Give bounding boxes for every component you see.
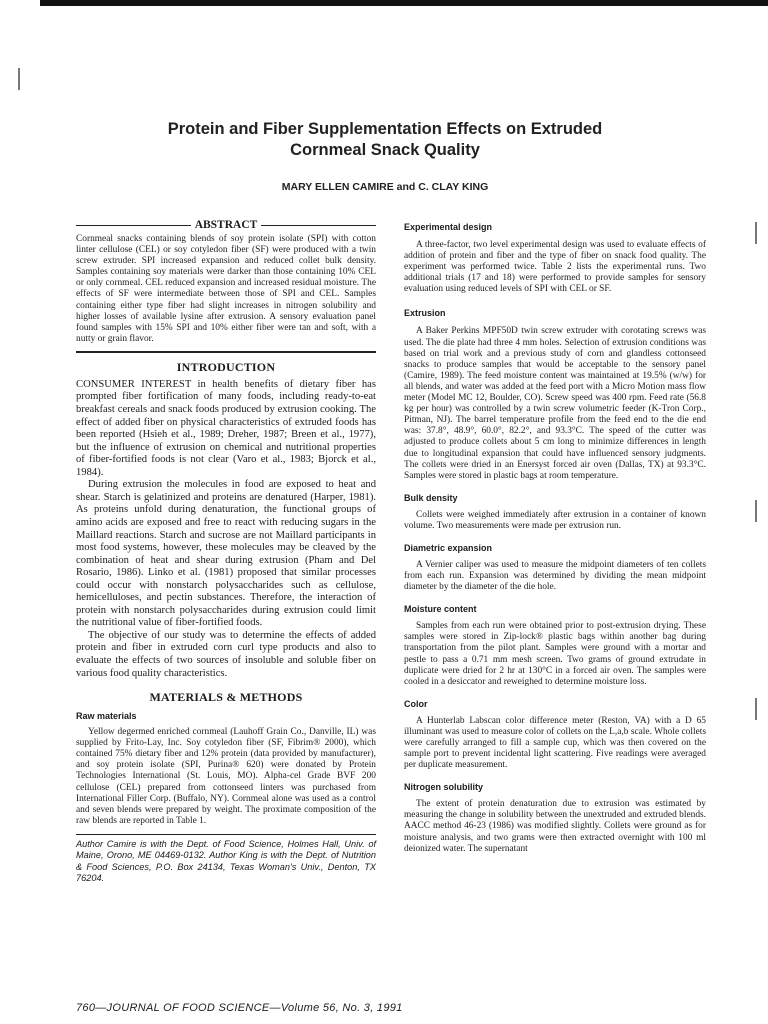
experimental-design-heading: Experimental design [404, 222, 493, 232]
right-edge-mark-2 [755, 500, 757, 522]
nitrogen-solubility-heading: Nitrogen solubility [404, 782, 484, 793]
left-edge-mark [18, 68, 20, 90]
right-column [404, 222, 706, 855]
intro-paragraph-1: CONSUMER INTEREST in health benefits of dietary fiber has prompted fiber fortification of many foods, including ready-to-eat breakfast cereals and snack foods produced by extrusion cooking. The effect of added fiber on physical characteristics of extruded foods has been reported (Hsieh et al., 1989; Dreher, 1987; Breen et al., 1977), but the influence of extrusion on chemical and nutritional properties of fiber-fortified foods is not clear (Varo et al., 1983; Bjorck et al., 1984). [76, 378, 376, 478]
abstract-rule-left [76, 225, 191, 226]
raw-materials-text: Yellow degermed enriched cornmeal (Lauhoff Grain Co., Danville, IL) was supplied by Frito-Lay, Inc. Soy cotyledon fiber (SF, Fibrim® 2000), which contained 75% dietary fiber and 12% protein (data provided by manufacturer), and soy protein isolate (SPI, Purina® 620) were donated by Protein Technologies International (St. Louis, MO). Alpha-cel Grade BVF 200 cellulose (CEL) prepared from cottonseed linters was purchased from International Filler Corp. (Buffalo, NY). Cornmeal alone was used as a control and seven blends were prepared by weight. The proximate composition of the raw blends are reported in Table 1. [76, 727, 376, 826]
right-edge-mark-3 [755, 698, 757, 720]
experimental-design-text: A three-factor, two level experimental design was used to evaluate effects of addition of protein and fiber and the type of fiber on snack food quality. The experiment was performed twice. Table 2 lists the experimental runs. Two additional trials (17 and 18) were performed to provide samples for sensory evaluation using reduced levels of SPI with CEL or SF. [404, 240, 706, 295]
introduction-heading: INTRODUCTION [176, 359, 276, 374]
author-affiliation-footnote: Author Camire is with the Dept. of Food Science, Holmes Hall, Univ. of Maine, Orono, ME 04469-0132. Author King is with the Dept. of Nutrition & Food Sciences, P.O. Box 24134, Texas Woman's Univ., Denton, TX 76204. [76, 838, 376, 884]
extrusion-heading: Extrusion [404, 308, 446, 319]
abstract-rule-right [261, 225, 376, 226]
abstract-heading-label: ABSTRACT [194, 219, 258, 231]
nitrogen-solubility-text: The extent of protein denaturation due to extrusion was estimated by measuring the change in solubility between the unextruded and extruded blends. AACC method 46-23 (1986) was modified slightly. Collets were ground as for moisture analysis, and two grams were then extracted overnight with 100 ml deionized water. The supernatant [404, 799, 706, 854]
abstract-bottom-rule [76, 351, 376, 353]
extrusion-text: A Baker Perkins MPF50D twin screw extruder with corotating screws was used. The die plate had three 4 mm holes. Selection of extrusion conditions was based on trial work and a previous study of corn and glandless cottonseed snacks to produce samples that would be acceptable to the sensory panel (Camire, 1989). The feed moisture content was maintained at 19.5% (w/w) for all blends, and water was added at the feed port with a Micro Motion mass flow meter (Model MC 12, Boulder, CO). Screw speed was 400 rpm. Feed rate (56.8 kg per hour) was controlled by a twin screw volumetric feeder (K-Tron Corp., Pitman, NJ). The barrel temperature profile from the feed end to the die end was: 37.8°, 48.9°, 60.0°, 82.2°, and 93.3°C. The speed of the cutter was adjusted to produce collets about 5 cm long to minimize differences in length due to longitudinal expansion that could have influenced sensory judgments. The collets were dried in an Enersyst forced air oven (Dallas, TX) at 93.3°C. Samples were stored in plastic bags at room temperature. [404, 326, 706, 481]
bulk-density-text: Collets were weighed immediately after extrusion in a container of known volume. Two measurements were made per extrusion run. [404, 509, 706, 531]
right-edge-mark-1 [755, 222, 757, 244]
methods-heading: MATERIALS & METHODS [149, 690, 303, 705]
top-border-bar [40, 0, 768, 6]
color-heading: Color [404, 698, 428, 709]
footnote-rule [76, 834, 376, 835]
color-text: A Hunterlab Labscan color difference meter (Reston, VA) with a D 65 illuminant was used to measure color of collets on the L,a,b scale. Whole collets were carefully arranged to fill a sample cup, which was then covered on the sample port to prevent incidental light scattering. Five readings were averaged per duplicate measurement. [404, 715, 706, 771]
moisture-content-text: Samples from each run were obtained prior to post-extrusion drying. These samples were stored in Zip-lock® plastic bags within another bag during transportation from the pilot plant. Samples were ground with a mortar and pestle to pass a 0.71 mm mesh screen. Two grams of ground extrudate in duplicate were dried for 2 hr at 130°C in a forced air oven. The samples were cooled in a desiccator and reweighed to determine moisture loss. [404, 621, 706, 687]
author-names: MARY ELLEN CAMIRE and C. CLAY KING [281, 181, 489, 193]
intro-paragraph-2: During extrusion the molecules in food are exposed to heat and shear. Starch is gelatinized and proteins are denatured (Harper, 1981). As proteins unfold during denaturation, the functional groups of amino acids are exposed and free to react with reducing sugars in the Maillard reactions. Starch and sucrose are not Maillard participants in most food systems, however, these molecules may be cleaved by the combination of heat and shear during extrusion (Pham and Del Rosario, 1986). Linko et al. (1981) proposed that similar processes could occur with nonstarch polysaccharides such as cellulose, hemicelluloses, and pectin substances. Therefore, the interaction of protein with nonstarch polysaccharides during extrusion could limit the nutritional value of fiber-fortified foods. [76, 479, 376, 629]
article-title-line-1: Protein and Fiber Supplementation Effects on Extruded [167, 120, 603, 138]
bulk-density-heading: Bulk density [404, 492, 458, 503]
article-title-line-2: Cornmeal Snack Quality [290, 141, 480, 159]
left-column [76, 219, 376, 885]
moisture-content-heading: Moisture content [404, 604, 477, 615]
journal-footer: 760—JOURNAL OF FOOD SCIENCE—Volume 56, No. 3, 1991 [76, 1002, 403, 1014]
abstract-heading [76, 219, 376, 231]
diametric-expansion-heading: Diametric expansion [404, 542, 493, 553]
diametric-expansion-text: A Vernier caliper was used to measure the midpoint diameters of ten collets from each run. Expansion was determined by dividing the mean midpoint diameter by the diameter of the die hole. [404, 559, 706, 593]
raw-materials-heading: Raw materials [76, 711, 137, 722]
abstract-text: Cornmeal snacks containing blends of soy protein isolate (SPI) with cotton linter cellulose (CEL) or soy cotyledon fiber (SF) were produced with a twin screw extruder. SPI increased expansion and reduced collet bulk density. Samples containing soy materials were darker than those containing 10% CEL or only cornmeal. CEL reduced expansion and increased residual moisture. The effects of SF were intermediate between those of SPI and CEL. Samples containing either type fiber had slight increases in nitrogen solubility and higher losses of available lysine after extrusion. A sensory evaluation panel found samples with 15% SPI and 10% either fiber were tan and soft, with a nutty or grain flavor. [76, 234, 376, 344]
intro-paragraph-3: The objective of our study was to determine the effects of added protein and fiber in extruded corn curl type products and also to evaluate the effects of two sources of insoluble and soluble fiber on various food quality characteristics. [76, 629, 376, 679]
